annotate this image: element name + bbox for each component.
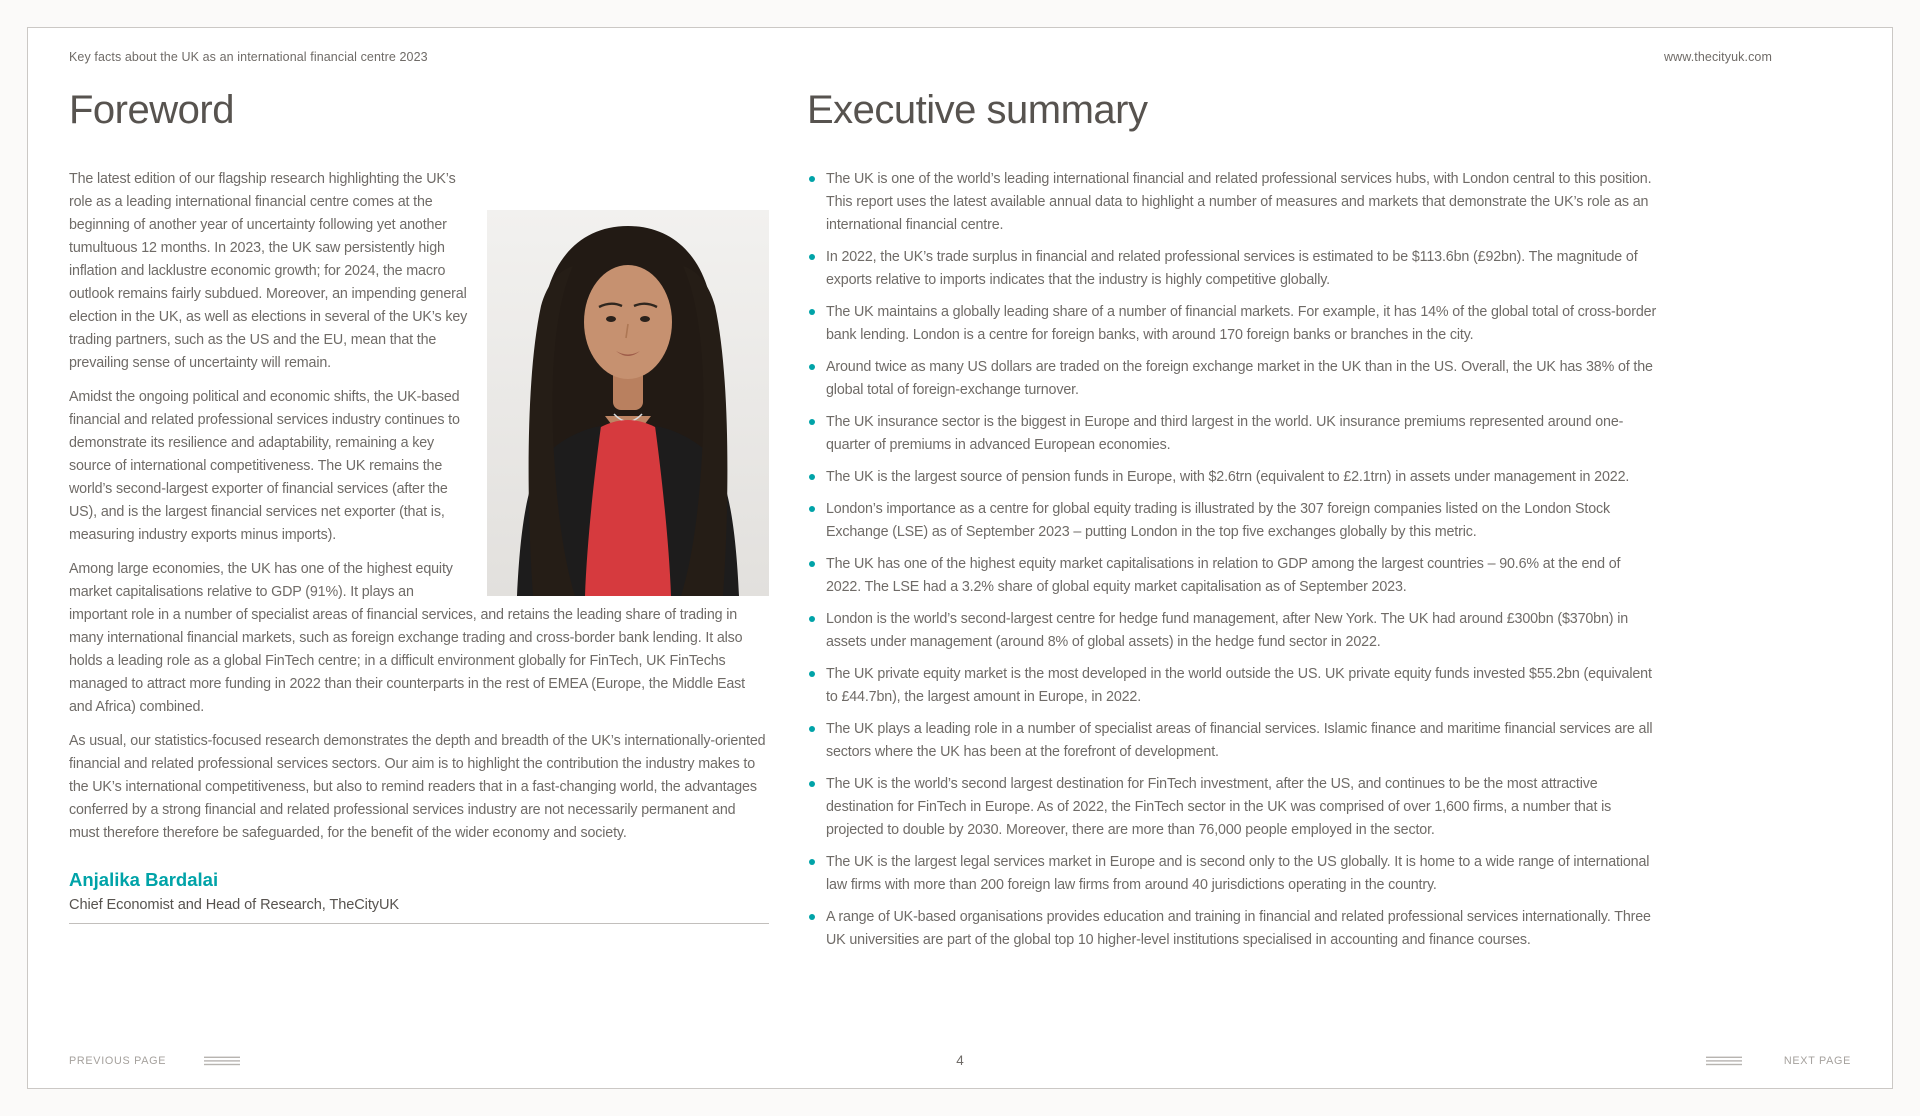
bullet-icon [809,914,815,920]
summary-bullet: The UK private equity market is the most developed in the world outside the US. UK private equity funds invested $55.2bn (equivalent to £44.7bn), the largest amount in Europe, in 2022. [807,663,1657,709]
bullet-icon [809,176,815,182]
report-title: Key facts about the UK as an international financial centre 2023 [69,50,428,64]
author-name: Anjalika Bardalai [69,869,219,890]
page-number: 4 [956,1053,964,1068]
footer-right [964,1055,1851,1067]
summary-bullet: The UK maintains a globally leading share of a number of financial markets. For example, it has 14% of the global total of cross-border bank lending. London is a centre for foreign banks, with around 170 foreign banks or branches in the city. [807,301,1657,347]
summary-bullet: The UK has one of the highest equity market capitalisations in relation to GDP among the largest countries – 90.6% at the end of 2022. The LSE had a 3.2% share of global equity market capitalisation as of September 2023. [807,553,1657,599]
executive-summary-heading: Executive summary [807,88,1148,132]
bullet-icon [809,671,815,677]
page-thumbnails-icon[interactable] [1706,1056,1742,1066]
page-footer [69,1053,1851,1068]
summary-bullet: The UK plays a leading role in a number of specialist areas of financial services. Islamic finance and maritime financial services are all sectors where the UK has been at the forefront of development. [807,718,1657,764]
summary-bullet: In 2022, the UK’s trade surplus in financial and related professional services is estimated to be $113.6bn (£92bn). The magnitude of exports relative to imports indicates that the industry is highly competitive globally. [807,246,1657,292]
summary-bullet: A range of UK-based organisations provides education and training in financial and related professional services internationally. Three UK universities are part of the global top 10 higher-level institutions specialised in accounting and finance courses. [807,906,1657,952]
bullet-icon [809,419,815,425]
summary-bullet: London is the world’s second-largest centre for hedge fund management, after New York. The UK had around £300bn ($370bn) in assets under management (around 8% of global assets) in the hedge fund sector in 2022. [807,608,1657,654]
summary-bullet: The UK insurance sector is the biggest in Europe and third largest in the world. UK insurance premiums represented around one-quarter of premiums in advanced European economies. [807,411,1657,457]
bullet-icon [809,781,815,787]
bullet-icon [809,364,815,370]
bullet-icon [809,859,815,865]
summary-bullet: London’s importance as a centre for global equity trading is illustrated by the 307 foreign companies listed on the London Stock Exchange (LSE) as of September 2023 – putting London in the top five exchanges globally by this metric. [807,498,1657,544]
author-photo [487,210,769,596]
bullet-icon [809,254,815,260]
foreword-paragraph-4: As usual, our statistics-focused research demonstrates the depth and breadth of the UK’s internationally-oriented financial and related professional services sectors. Our aim is to highlight the contribution the industry makes to the UK’s international competitiveness, but also to remind readers that in a fast-changing world, the advantages conferred by a strong financial and related professional services industry are not necessarily permanent and must therefore therefore be safeguarded, for the benefit of the wider economy and society. [69,733,766,841]
summary-list [807,168,1657,952]
executive-summary-section [807,88,1657,961]
page-thumbnails-icon[interactable] [204,1056,240,1066]
author-title: Chief Economist and Head of Research, TheCityUK [69,897,400,913]
bullet-icon [809,506,815,512]
bullet-icon [809,474,815,480]
previous-page-button[interactable]: PREVIOUS PAGE [69,1054,167,1067]
foreword-paragraph-2: Amidst the ongoing political and economic shifts, the UK-based financial and related professional services industry continues to demonstrate its resilience and adaptability, remaining a key source of international competitiveness. The UK remains the world’s second-largest exporter of financial services (after the US), and is the largest financial services net exporter (that is, measuring industry exports minus imports). [69,389,460,543]
footer-left [69,1055,956,1067]
foreword-paragraph-3: Among large economies, the UK has one of the highest equity market capitalisations relative to GDP (91%). It plays an important role in a number of specialist areas of financial services, and retains the leading share of trading in many international financial markets, such as foreign exchange trading and cross-border bank lending. It also holds a leading role as a global FinTech centre; in a difficult environment globally for FinTech, UK FinTechs managed to attract more funding in 2022 than their counterparts in the rest of EMEA (Europe, the Middle East and Africa) combined. [69,561,746,715]
foreword-paragraph-1: The latest edition of our flagship research highlighting the UK’s role as a leading international financial centre comes at the beginning of another year of uncertainty following yet another tumultuous 12 months. In 2023, the UK saw persistently high inflation and lacklustre economic growth; for 2024, the macro outlook remains fairly subdued. Moreover, an impending general election in the UK, as well as elections in several of the UK’s key trading partners, such as the US and the EU, mean that the prevailing sense of uncertainty will remain. [69,171,468,371]
website-link[interactable]: www.thecityuk.com [1664,50,1772,64]
summary-bullet: The UK is the world’s second largest destination for FinTech investment, after the US, and continues to be the most attractive destination for FinTech in Europe. As of 2022, the FinTech sector in the UK was comprised of over 1,600 firms, a number that is projected to double by 2030. Moreover, there are more than 76,000 people employed in the sector. [807,773,1657,842]
foreword-section [69,88,769,924]
next-page-button[interactable]: NEXT PAGE [1783,1054,1852,1067]
foreword-heading: Foreword [69,88,234,132]
bullet-icon [809,561,815,567]
summary-bullet: The UK is the largest source of pension funds in Europe, with $2.6trn (equivalent to £2.1trn) in assets under management in 2022. [807,466,1657,489]
report-page [27,27,1893,1089]
summary-bullet: The UK is one of the world’s leading international financial and related professional services hubs, with London central to this position. This report uses the latest available annual data to highlight a number of measures and markets that demonstrate the UK’s role as an international financial centre. [807,168,1657,237]
portrait-illustration [487,210,769,596]
bullet-icon [809,616,815,622]
summary-bullet: The UK is the largest legal services market in Europe and is second only to the US globally. It is home to a wide range of international law firms with more than 200 foreign law firms from around 40 jurisdictions operating in the country. [807,851,1657,897]
bullet-icon [809,309,815,315]
divider [69,923,769,924]
bullet-icon [809,726,815,732]
page-header [69,50,1772,64]
summary-bullet: Around twice as many US dollars are traded on the foreign exchange market in the UK than in the US. Overall, the UK has 38% of the global total of foreign-exchange turnover. [807,356,1657,402]
